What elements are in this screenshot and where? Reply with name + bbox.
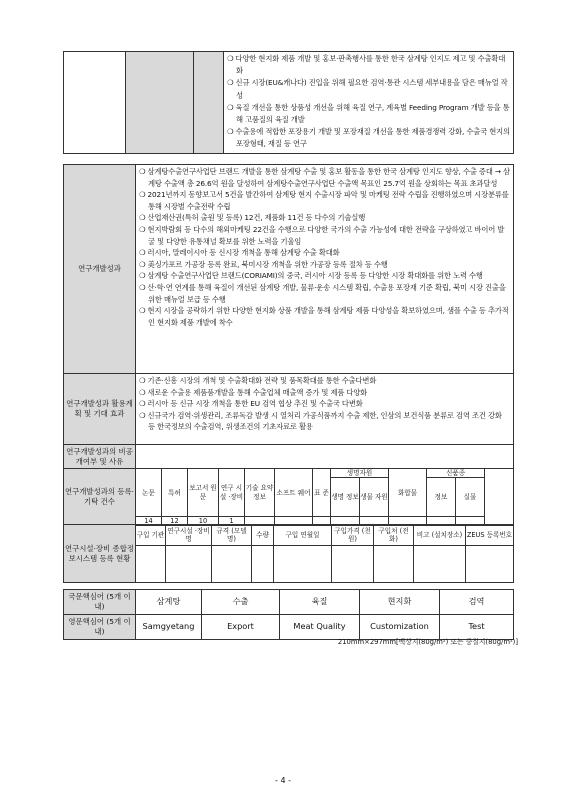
header-standard: 표 준 (313, 469, 331, 517)
header-model: 규격 (모델명) (212, 525, 252, 546)
bullet-item: ❍ 현지 시장을 공략하기 위한 다양한 현지화 상품 개발을 통해 삼계탕 제품 다양성을 확보하였으며, 샘플 수출 등 추가적인 현지화 제품 개발에 착수 (139, 306, 509, 327)
empty-cell (485, 469, 514, 526)
count-patents: 12 (162, 517, 188, 526)
main-summary-table (63, 164, 514, 469)
header-purchase-date: 구입 연월일 (274, 525, 332, 546)
bullet-item: ❍ 산·학·연 연계를 통해 육질이 개선된 삼계탕 개발, 물류·운송 시스템 확립, 수출용 포장재 기준 확립, 북미 시장 진출을 위한 매뉴얼 보급 등 수행 (139, 282, 506, 304)
bullet-item: ❍ 기존·신흥 시장의 개척 및 수출확대화 전략 및 품목확대를 통한 수출다변화 (139, 376, 377, 385)
facility-label: 연구시설·장비 종합정보시스템 등록 현황 (64, 525, 136, 583)
english-keywords-label: 영문핵심어 (5개 이내) (64, 615, 136, 640)
count-facility: 1 (219, 517, 245, 526)
header-bio-info: 생명 정보 (331, 478, 360, 517)
facility-table (63, 524, 514, 583)
keyword-korean-1: 삼계탕 (136, 590, 202, 615)
keyword-korean-2: 수출 (202, 590, 280, 615)
header-zeus: ZEUS 등록번호 (466, 525, 514, 546)
disclosure-value (136, 445, 514, 469)
bullet-item: ❍ 삼계탕 수출연구사업단 브랜드(CORIAMI)의 중국, 러시아 시장 등록 등 다양한 시장 확대화를 위한 노력 수행 (139, 271, 483, 281)
bullet-item: ❍ 수출용에 적합한 포장용기 개발 및 포장재질 개선을 통한 제품경쟁력 강화, 수출국 현지의 포장형태, 재질 등 연구 (227, 127, 510, 149)
header-report: 보고서 원문 (188, 469, 219, 517)
bullet-item: ❍ 신규 시장(EU&캐나다) 진입을 위해 필요한 검역·통관 시스템 세부내용을 담은 매뉴얼 작성 (227, 78, 508, 100)
keyword-english-1: Samgyetang (136, 615, 202, 640)
empty-shaded-cell (194, 52, 224, 154)
bullet-item: ❍ 육질 개선을 통한 상품성 개선을 위해 육질 연구, 계육별 Feeding Program 개발 등을 통해 고품질의 육질 개발 (227, 102, 510, 125)
registration-table (63, 468, 514, 526)
keyword-korean-5: 검역 (440, 590, 514, 615)
korean-keywords-label: 국문핵심어 (5개 이내) (64, 590, 136, 615)
bullet-item: ❍ 러시아 등 신규 시장 개척을 통한 EU 검역 협상 추진 및 수출국 다변화 (139, 399, 363, 409)
header-patents: 특허 (162, 469, 188, 517)
bullet-item: ❍ 신규국가 검역·위생관리, 조류독감 발생 시 열처리 가공식품까지 수출 제한, 인삼의 보건식품 분류로 검역 조건 강화 등 한국정보의 수출검역, 위생조건의 기초자료로 활용 (139, 410, 502, 432)
empty-cell (64, 52, 126, 154)
header-quantity: 수량 (252, 525, 274, 546)
empty-shaded-cell (126, 52, 194, 154)
header-bio-resources: 생명자원 (331, 469, 389, 478)
header-papers: 논문 (136, 469, 162, 517)
keyword-english-5: Test (440, 615, 514, 640)
header-variety-material: 실물 (456, 478, 485, 517)
paper-spec-note: 210mm×297mm[백상지(80g/m²) 또는 중질지(80g/m²)] (337, 638, 518, 646)
facility-cell (274, 546, 332, 583)
keyword-english-3: Meat Quality (280, 615, 360, 640)
header-equipment-name: 연구시설 ·장비명 (166, 525, 212, 546)
bullet-item: ❍ 현지박람회 등 다수의 해외마케팅 22건을 수행으로 다양한 국가의 수출 가능성에 대한 전략을 구상하였고 바이어 발굴 및 다양한 유통채널 확보를 위한 노력을 기울임 (139, 224, 505, 246)
header-purchase-org: 구입 기관 (136, 525, 166, 546)
bullet-item: ❍ 러시아, 말레이시아 등 신시장 개척을 통해 삼계탕 수출 확대화 (139, 248, 340, 258)
header-bio-material: 생물 자원 (360, 478, 389, 517)
keyword-korean-3: 육질 (280, 590, 360, 615)
header-software: 소프트 웨어 (275, 469, 313, 517)
top-bullets (224, 52, 514, 154)
top-section-table (63, 51, 514, 154)
header-vendor: 구입처 (전화) (374, 525, 414, 546)
bullet-item: ❍ 다양한 현지화 제품 개발 및 홍보·판촉행사를 통한 한국 삼계탕 인지도 제고 및 수출확대화 (227, 54, 506, 76)
facility-cell (212, 546, 252, 583)
header-facility: 연구 시설 ·장비 (219, 469, 245, 517)
dev-results-bullets (136, 165, 514, 374)
header-compound: 화합물 (389, 469, 427, 517)
page-number: - 4 - (275, 776, 291, 785)
disclosure-label: 연구개발성과의 비공개여부 및 사유 (64, 445, 136, 469)
keyword-english-2: Export (202, 615, 280, 640)
facility-cell (466, 546, 514, 583)
header-new-variety: 신품종 (427, 469, 485, 478)
header-variety-info: 정보 (427, 478, 456, 517)
registration-label: 연구개발성과의 등록·기탁 건수 (64, 469, 136, 526)
bullet-item: ❍ 산업재산권(특허 출원 및 등록) 12건, 제품화 11건 등 다수의 기술실행 (139, 213, 366, 223)
header-price: 구입가격 (천원) (332, 525, 374, 546)
plans-bullets (136, 374, 514, 445)
facility-cell (374, 546, 414, 583)
header-note: 비고 (설치장소) (414, 525, 466, 546)
count-report: 10 (188, 517, 219, 526)
bullet-item: ❍ 美싱가포르 가공장 등록 완료, 북미시장 개척을 위한 가공장 등록 절차 등 수행 (139, 259, 388, 269)
facility-cell (332, 546, 374, 583)
count-papers: 14 (136, 517, 162, 526)
bullet-item: ❍ 새로운 수출용 제품품개발을 통해 수출업체 매출액 증가 및 제품 다양화 (139, 387, 368, 397)
keyword-korean-4: 현지화 (360, 590, 440, 615)
facility-cell (136, 546, 166, 583)
bullet-item: ❍ 삼계탕수출연구사업단 브랜드 개발을 통한 삼계탕 수출 및 홍보 활동을 통한 한국 삼계탕 인지도 향상, 수출 증대 → 삼계탕 수출액 총 26.6억 원을 달성하여 삼계탕수출연구사업단 수출액 목표인 25.7억 원을 상회하는 목표 초과달성 (139, 167, 510, 188)
facility-cell (414, 546, 466, 583)
keyword-english-4: Customization (360, 615, 440, 640)
facility-cell (252, 546, 274, 583)
header-tech-summary: 기술 요약 정보 (245, 469, 275, 517)
facility-cell (166, 546, 212, 583)
plans-label: 연구개발성과 활용계획 및 기대 효과 (64, 374, 136, 445)
keywords-table (63, 589, 514, 640)
bullet-item: ❍ 2021년까지 동향보고서 5건을 발간하여 삼계탕 현지 수출시장 파악 및 마케팅 전략 수립을 진행하였으며 시장분류를 통해 시장별 수출전략 수립 (139, 190, 509, 211)
dev-results-label: 연구개발성과 (64, 165, 136, 374)
